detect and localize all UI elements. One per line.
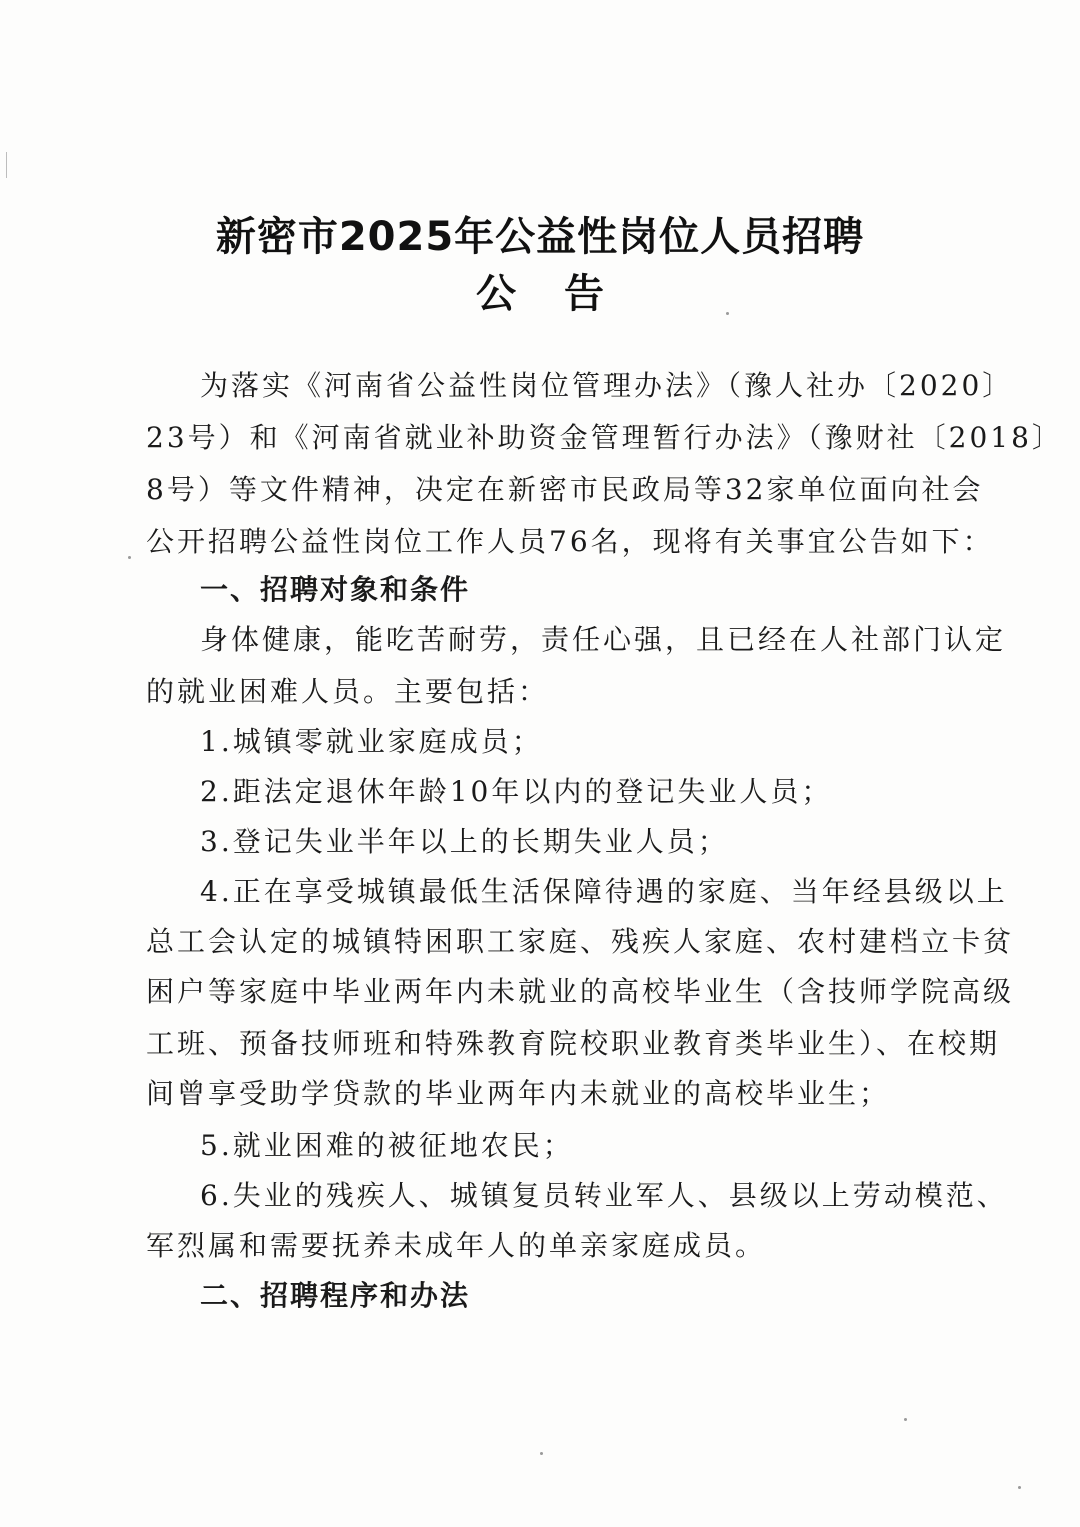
item-4-line-3: 困户等家庭中毕业两年内未就业的高校毕业生（含技师学院高级 <box>146 975 1015 1008</box>
intro-line-1: 为落实《河南省公益性岗位管理办法》（豫人社办〔2020〕 <box>200 369 1014 402</box>
document-title-notice: 公告 <box>476 271 652 317</box>
item-6-line-2: 军烈属和需要抚养未成年人的单亲家庭成员。 <box>146 1229 767 1262</box>
intro-line-2: 23号）和《河南省就业补助资金管理暂行办法》（豫财社〔2018〕 <box>146 421 1063 454</box>
section1-heading: 一、招聘对象和条件 <box>200 573 471 606</box>
intro-line-4: 公开招聘公益性岗位工作人员76名，现将有关事宜公告如下： <box>146 525 994 558</box>
item-3: 3.登记失业半年以上的长期失业人员； <box>200 825 729 858</box>
scan-speck <box>128 556 131 559</box>
item-1: 1.城镇零就业家庭成员； <box>200 725 543 758</box>
intro-line-3: 8号）等文件精神，决定在新密市民政局等32家单位面向社会 <box>146 473 984 506</box>
item-6-line-1: 6.失业的残疾人、城镇复员转业军人、县级以上劳动模范、 <box>200 1179 1008 1212</box>
section2-heading: 二、招聘程序和办法 <box>200 1279 471 1312</box>
section1-desc-line-1: 身体健康，能吃苦耐劳，责任心强，且已经在人社部门认定 <box>200 623 1007 656</box>
scan-edge-mark <box>6 152 7 178</box>
document-title: 新密市2025年公益性岗位人员招聘 <box>215 214 865 260</box>
scan-speck <box>540 1452 543 1455</box>
item-4-line-1: 4.正在享受城镇最低生活保障待遇的家庭、当年经县级以上 <box>200 875 1008 908</box>
item-2: 2.距法定退休年龄10年以内的登记失业人员； <box>200 775 833 808</box>
section1-desc-line-2: 的就业困难人员。主要包括： <box>146 675 550 708</box>
item-4-line-2: 总工会认定的城镇特困职工家庭、残疾人家庭、农村建档立卡贫 <box>146 925 1015 958</box>
item-4-line-4: 工班、预备技师班和特殊教育院校职业教育类毕业生）、在校期 <box>146 1027 1001 1060</box>
item-4-line-5: 间曾享受助学贷款的毕业两年内未就业的高校毕业生； <box>146 1077 891 1110</box>
scan-speck <box>726 312 729 315</box>
item-5: 5.就业困难的被征地农民； <box>200 1129 574 1162</box>
scan-speck <box>904 1418 907 1421</box>
scan-speck <box>1018 1486 1021 1489</box>
